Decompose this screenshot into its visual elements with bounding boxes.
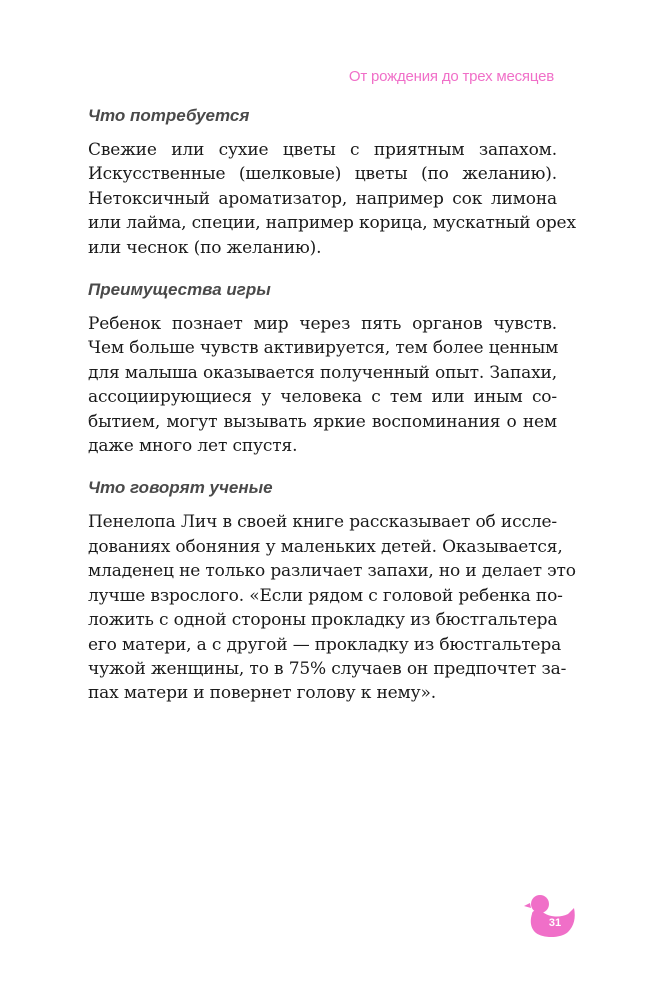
body-line: пах матери и повернет голову к нему». xyxy=(88,683,436,704)
body-line: ложить с одной стороны прокладку из бюстгальтера xyxy=(88,610,558,631)
section-science xyxy=(88,476,576,705)
body-line: дованиях обоняния у маленьких детей. Оказывается, xyxy=(88,536,563,557)
body-line: Ребенок познает мир через пять органов чувств. xyxy=(88,314,557,335)
section-heading: Что потребуется xyxy=(88,106,250,125)
section-heading: Что говорят ученые xyxy=(88,478,273,498)
section-heading: Преимущества игры xyxy=(88,280,271,300)
section-body xyxy=(88,138,576,260)
body-line: даже много лет спустя. xyxy=(88,436,298,457)
section-benefits xyxy=(88,278,557,458)
section-requirements xyxy=(88,104,576,260)
section-body xyxy=(88,510,576,705)
body-line: или чеснок (по желанию). xyxy=(88,237,322,258)
body-line: его матери, а с другой — прокладку из бюстгальтера xyxy=(88,634,562,655)
body-line: младенец не только различает запахи, но и делает это xyxy=(88,561,576,582)
body-line: бытием, могут вызывать яркие воспоминания о нем xyxy=(88,411,557,432)
running-head: От рождения до трех месяцев xyxy=(348,68,554,85)
body-line: Пенелопа Лич в своей книге рассказывает об иссле- xyxy=(88,512,557,533)
body-line: Нетоксичный ароматизатор, например сок лимона xyxy=(88,188,557,209)
body-line: Чем больше чувств активируется, тем более ценным xyxy=(88,338,559,359)
body-line: Свежие или сухие цветы с приятным запахом. xyxy=(88,140,557,160)
section-body xyxy=(88,312,557,458)
body-line: для малыша оказывается полученный опыт. Запахи, xyxy=(88,362,557,383)
body-line: лучше взрослого. «Если рядом с головой ребенка по- xyxy=(88,585,563,606)
body-line: чужой женщины, то в 75% случаев он предпочтет за- xyxy=(88,658,567,679)
page-number: 31 xyxy=(548,917,562,929)
duck-icon xyxy=(524,892,578,940)
body-line: ассоциирующиеся у человека с тем или иным со- xyxy=(88,387,557,408)
body-line: или лайма, специи, например корица, мускатный орех xyxy=(88,213,576,234)
page-content xyxy=(88,104,576,724)
body-line: Искусственные (шелковые) цветы (по желанию). xyxy=(88,164,557,185)
